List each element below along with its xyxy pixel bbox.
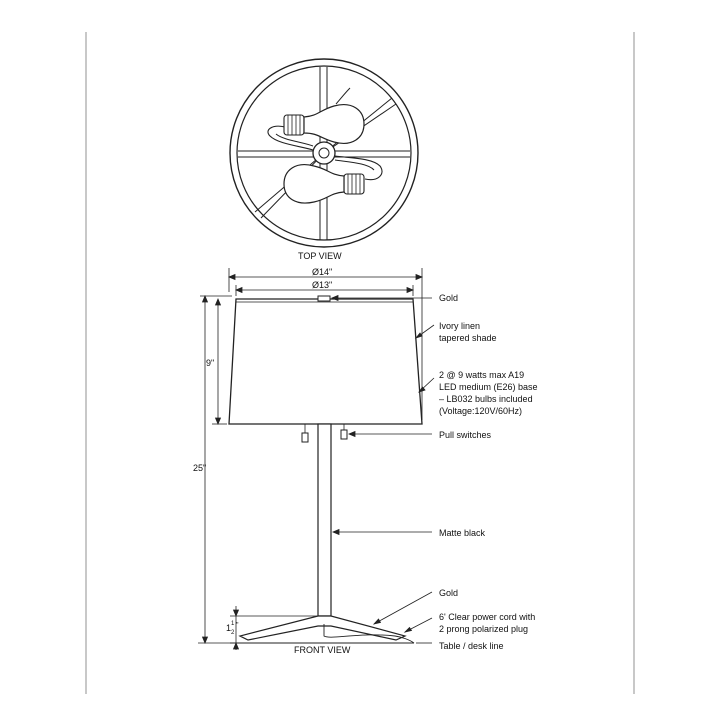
- callouts: [439, 293, 538, 651]
- stem: [318, 424, 331, 616]
- top-view-drawing: [230, 59, 418, 247]
- pull-switch-right: [341, 430, 347, 439]
- finial: [318, 296, 330, 301]
- dim-base-height: [226, 621, 239, 636]
- callout-finial-finish: Gold: [439, 293, 459, 303]
- pull-switch-left: [302, 433, 308, 442]
- callout-bulb-line4: (Voltage:120V/60Hz): [439, 406, 523, 416]
- tapered-shade: [229, 299, 422, 424]
- callout-surface: Table / desk line: [439, 641, 504, 651]
- dim-shade-outer-diameter: Ø14": [312, 267, 333, 277]
- callout-shade-line1: Ivory linen: [439, 321, 481, 331]
- dim-shade-height: 9": [206, 358, 215, 368]
- callout-switches: Pull switches: [439, 430, 492, 440]
- callout-cord-line2: 2 prong polarized plug: [439, 624, 529, 634]
- callout-bulb-line3: – LB032 bulbs included: [439, 394, 533, 404]
- callout-bulb-line2: LED medium (E26) base: [439, 382, 538, 392]
- dim-base-height-unit: ": [236, 622, 239, 629]
- front-view-label: FRONT VIEW: [294, 645, 351, 655]
- top-view-label: TOP VIEW: [298, 251, 342, 261]
- callout-bulb-line1: 2 @ 9 watts max A19: [439, 370, 525, 380]
- callout-cord-line1: 6' Clear power cord with: [439, 612, 536, 622]
- dim-shade-inner-diameter: Ø13": [312, 280, 333, 290]
- dim-base-height-whole: 1: [226, 623, 232, 633]
- dim-total-height: 25": [193, 463, 207, 473]
- callout-stem-finish: Matte black: [439, 528, 486, 538]
- dim-base-height-den: 2: [231, 630, 235, 636]
- dim-base-height-num: 1: [231, 621, 235, 627]
- callout-shade-line2: tapered shade: [439, 333, 497, 343]
- front-view-drawing: [229, 296, 422, 643]
- callout-base-finish: Gold: [439, 588, 459, 598]
- lamp-base: [240, 616, 405, 640]
